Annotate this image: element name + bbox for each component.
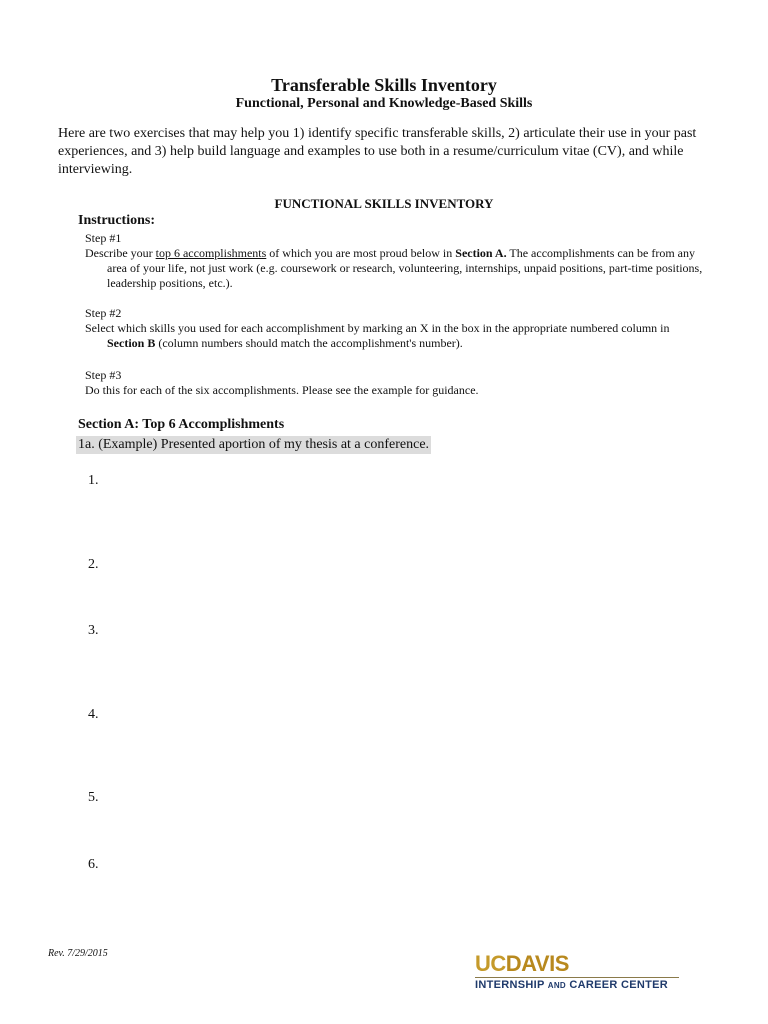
step-1 <box>85 231 705 291</box>
functional-skills-heading: FUNCTIONAL SKILLS INVENTORY <box>274 196 494 211</box>
step-1-underlined: top 6 accomplishments <box>155 246 267 260</box>
logo-divider <box>475 977 679 978</box>
ucdavis-icc-logo <box>475 951 685 996</box>
step-1-text-a: Describe your <box>85 246 156 260</box>
step-2 <box>85 306 705 351</box>
step-1-label: Step #1 <box>85 231 122 245</box>
logo-wordmark <box>475 951 569 977</box>
step-3 <box>85 368 705 398</box>
page-title: Transferable Skills Inventory <box>271 75 497 95</box>
instructions-title: Instructions: <box>78 213 156 228</box>
step-1-text-c: The accomplishments can be from any area of your life, not just work (e.g. coursework or research, volunteering, internships, unpaid positions, part-time positions, leadership positions, etc.). <box>107 246 703 290</box>
step-3-label: Step #3 <box>85 368 122 382</box>
accomplishment-6[interactable]: 6. <box>88 857 99 872</box>
revision-date: Rev. 7/29/2015 <box>48 948 108 959</box>
accomplishment-3[interactable]: 3. <box>88 623 99 638</box>
step-2-section-ref: Section B <box>107 336 156 350</box>
logo-career-center: CAREER CENTER <box>569 979 669 991</box>
step-3-text: Do this for each of the six accomplishments. Please see the example for guidance. <box>85 383 479 397</box>
accomplishment-1[interactable]: 1. <box>88 473 99 488</box>
step-2-text-c: (column numbers should match the accomplishment's number). <box>155 336 463 350</box>
intro-paragraph: Here are two exercises that may help you 1) identify specific transferable skills, 2) articulate their use in your past experiences, and 3) help build language and examples to use both in a resume/curriculum vitae (CV), and while interviewing. <box>58 126 697 177</box>
accomplishment-4[interactable]: 4. <box>88 707 99 722</box>
section-a-title: Section A: Top 6 Accomplishments <box>78 417 285 432</box>
step-2-text-a: Select which skills you used for each accomplishment by marking an X in the box in the appropriate numbered column in <box>85 321 670 335</box>
logo-davis: DAVIS <box>505 951 569 976</box>
logo-and: AND <box>547 981 567 990</box>
logo-internship: INTERNSHIP <box>475 979 545 991</box>
logo-uc: UC <box>475 951 506 976</box>
step-1-text <box>85 246 705 291</box>
accomplishment-2[interactable]: 2. <box>88 557 99 572</box>
step-1-section-ref: Section A. <box>455 246 507 260</box>
page-subtitle: Functional, Personal and Knowledge-Based Skills <box>235 96 533 111</box>
step-2-label: Step #2 <box>85 306 122 320</box>
step-1-text-b: of which you are most proud below in <box>266 246 456 260</box>
step-2-text <box>85 321 705 351</box>
accomplishment-5[interactable]: 5. <box>88 790 99 805</box>
example-accomplishment: 1a. (Example) Presented aportion of my thesis at a conference. <box>78 437 430 452</box>
logo-subtitle <box>475 979 668 991</box>
